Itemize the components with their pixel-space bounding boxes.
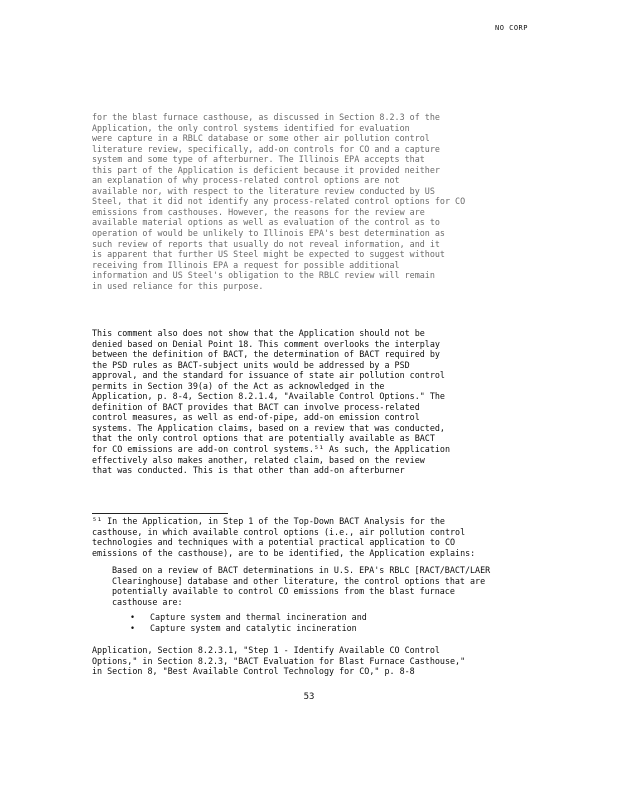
text-line: for CO emissions are add-on control systems.⁵¹ As such, the Application	[92, 444, 450, 455]
citation	[92, 645, 534, 677]
text-line: information and US Steel's obligation to the RBLC review will remain	[92, 270, 435, 281]
text-line: approval, and the standard for issuance of state air pollution control	[92, 370, 445, 381]
text-line: emissions from casthouses. However, the reasons for the review are	[92, 206, 425, 217]
text-line: such review of reports that usually do not reveal information, and it	[92, 238, 440, 249]
bullet-icon: •	[130, 622, 136, 633]
bullet-list	[130, 612, 367, 633]
text-line: definition of BACT provides that BACT can involve process-related	[92, 401, 420, 412]
text-line: that was conducted. This is that other than add-on afterburner	[92, 465, 405, 476]
text-line: available nor, with respect to the literature review conducted by US	[92, 185, 435, 196]
citation-line: Options," in Section 8.2.3, "BACT Evaluation for Blast Furnace Casthouse,"	[92, 655, 466, 666]
footnote-line: technologies and techniques with a potential practical application to CO	[92, 537, 456, 548]
list-item-text: Capture system and catalytic incineration	[150, 622, 357, 633]
text-line: that the only control options that are potentially available as BACT	[92, 433, 435, 444]
bullet-icon: •	[130, 612, 136, 622]
text-line: for the blast furnace casthouse, as discussed in Section 8.2.3 of the	[92, 112, 440, 122]
list-item-text: Capture system and thermal incineration and	[150, 612, 367, 622]
header-mark: NO CORP	[494, 24, 528, 32]
page-number: 53	[303, 692, 315, 702]
footnote-line: emissions of the casthouse), are to be identified, the Application explains:	[92, 547, 476, 558]
text-line: permits in Section 39(a) of the Act as acknowledged in the	[92, 380, 385, 391]
footnote-line: casthouse, in which available control options (i.e., air pollution control	[92, 526, 466, 537]
text-line: Application, p. 8-4, Section 8.2.1.4, "Available Control Options." The	[92, 391, 445, 402]
quote-line: Based on a review of BACT determinations in U.S. EPA's RBLC [RACT/BACT/LAER	[112, 565, 491, 575]
text-line: systems. The Application claims, based on a review that was conducted,	[92, 422, 445, 433]
quote-line: Clearinghouse] database and other literature, the control options that are	[112, 575, 486, 586]
text-line: the PSD rules as BACT-subject units would be addressed by a PSD	[92, 359, 410, 370]
text-line: effectively also makes another, related claim, based on the review	[92, 454, 425, 465]
footnote-divider	[92, 513, 228, 514]
paragraph-2	[92, 328, 534, 476]
block-quote	[112, 565, 532, 607]
text-line: Application, the only control systems identified for evaluation	[92, 122, 410, 133]
text-line: operation of would be unlikely to Illinois EPA's best determination as	[92, 228, 445, 239]
text-line: this part of the Application is deficient because it provided neither	[92, 164, 440, 175]
quote-line: casthouse are:	[112, 596, 183, 607]
text-line: receiving from Illinois EPA a request for possible additional	[92, 259, 400, 270]
text-line: between the definition of BACT, the determination of BACT required by	[92, 349, 440, 360]
citation-line: in Section 8, "Best Available Control Technology for CO," p. 8-8	[92, 666, 415, 677]
text-line: is apparent that further US Steel might be expected to suggest without	[92, 249, 445, 260]
text-line: Steel, that it did not identify any process-related control options for CO	[92, 196, 466, 207]
text-line: an explanation of why process-related control options are not	[92, 175, 400, 186]
citation-line: Application, Section 8.2.3.1, "Step 1 - Identify Available CO Control	[92, 645, 440, 655]
quote-line: potentially available to control CO emissions from the blast furnace	[112, 586, 455, 597]
text-line: system and some type of afterburner. The Illinois EPA accepts that	[92, 154, 425, 165]
text-line: in used reliance for this purpose.	[92, 280, 264, 291]
list-item	[130, 623, 367, 634]
footnote	[92, 516, 534, 558]
text-line: were capture in a RBLC database or some other air pollution control	[92, 133, 430, 144]
paragraph-1	[92, 112, 534, 291]
text-line: This comment also does not show that the Application should not be	[92, 328, 425, 338]
list-item	[130, 612, 367, 623]
text-line: literature review, specifically, add-on controls for CO and a capture	[92, 143, 440, 154]
text-line: control measures, as well as end-of-pipe, add-on emission control	[92, 412, 420, 423]
text-line: denied based on Denial Point 18. This comment overlooks the interplay	[92, 338, 440, 349]
footnote-line: ⁵¹ In the Application, in Step 1 of the Top-Down BACT Analysis for the	[92, 516, 445, 526]
text-line: available material options as well as evaluation of the control as to	[92, 217, 440, 228]
